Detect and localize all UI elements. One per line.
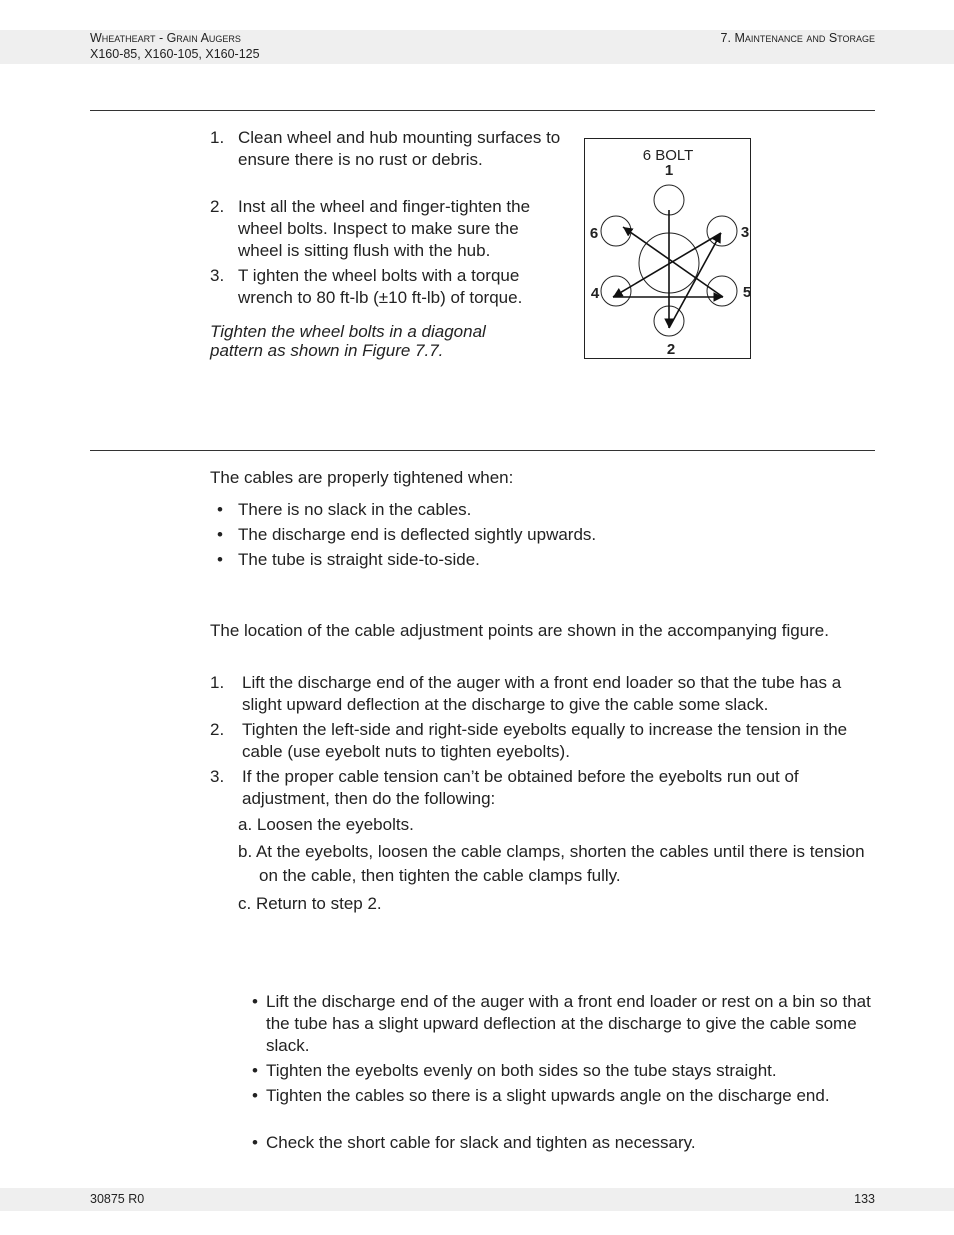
section-divider: [90, 450, 875, 451]
cable-step: [210, 672, 878, 716]
cable-steps: [210, 672, 878, 810]
bullet: •: [217, 500, 223, 519]
bolt-hole-3: [707, 216, 737, 246]
header-section: 7. Maintenance and Storage: [720, 31, 875, 45]
step-text: Tighten the left-side and right-side eyebolts equally to increase the tension in the cable (use eyebolt nuts to tighten eyebolts).: [242, 720, 848, 761]
wheel-steps: [210, 127, 565, 309]
figure-title: 6 BOLT: [642, 147, 694, 164]
bolt-pattern-figure: [584, 138, 751, 359]
list-item-text: Check the short cable for slack and tighten as necessary.: [266, 1133, 696, 1152]
substep: a. Loosen the eyebolts.: [238, 815, 414, 834]
step-number: 2.: [210, 720, 225, 739]
cable-step: [210, 719, 878, 763]
cables-intro: The cables are properly tightened when:: [210, 468, 514, 487]
step-number: 3.: [210, 767, 225, 786]
wheel-step: [210, 265, 565, 309]
substep: c. Return to step 2.: [238, 894, 382, 913]
list-item: [217, 499, 857, 524]
bolt-pattern-diagram: [585, 139, 752, 358]
list-item-text: Lift the discharge end of the auger with a front end loader or rest on a bin so that the tube has a slight upward deflection at the discharge to give the cable some slack.: [266, 992, 871, 1055]
bolt-hole-6: [601, 216, 631, 246]
bullet: •: [252, 992, 258, 1011]
step-text: If the proper cable tension can’t be obtained before the eyebolts run out of adjustment, then do the following:: [242, 767, 799, 808]
bolt-label-3: 3: [740, 224, 750, 241]
step-text: Clean wheel and hub mounting surfaces to ensure there is no rust or debris.: [238, 128, 561, 169]
section-divider: [90, 110, 875, 111]
bullet: •: [252, 1061, 258, 1080]
step-number: 1.: [210, 673, 225, 692]
bolt-label-5: 5: [742, 284, 752, 301]
cable-tips: [252, 991, 876, 1154]
bolt-hole-4: [601, 276, 631, 306]
cable-checklist: [217, 499, 857, 574]
step-text: Lift the discharge end of the auger with a front end loader so that the tube has a slight upward deflection at the discharge to give the cable some slack.: [242, 673, 842, 714]
cables-location: The location of the cable adjustment points are shown in the accompanying figure.: [210, 621, 829, 640]
list-item: [252, 1060, 876, 1082]
list-item-text: Tighten the cables so there is a slight upwards angle on the discharge end.: [266, 1086, 830, 1105]
tightening-arrows: [613, 210, 723, 328]
list-item: [252, 991, 876, 1057]
wheel-step: [210, 196, 565, 265]
list-item-text: The discharge end is deflected sightly upwards.: [238, 525, 597, 544]
bolt-label-4: 4: [590, 285, 600, 302]
step-number: 1.: [210, 128, 225, 147]
bolt-label-1: 1: [664, 162, 674, 179]
wheel-note: Tighten the wheel bolts in a diagonal pattern as shown in Figure 7.7.: [210, 322, 486, 360]
bullet: •: [252, 1133, 258, 1152]
bullet: •: [217, 525, 223, 544]
list-item: [252, 1132, 876, 1154]
step-number: 3.: [210, 266, 225, 285]
list-item: [252, 1085, 876, 1129]
list-item: [217, 524, 857, 549]
document-number: 30875 R0: [90, 1192, 145, 1206]
bolt-label-6: 6: [589, 225, 599, 242]
wheel-step: [210, 127, 565, 193]
header-product: Wheatheart - Grain Augers: [90, 31, 241, 45]
bullet: •: [252, 1086, 258, 1105]
bolt-label-2: 2: [666, 341, 676, 358]
list-item-text: Tighten the eyebolts evenly on both sides so the tube stays straight.: [266, 1061, 777, 1080]
header-models: X160-85, X160-105, X160-125: [90, 47, 260, 61]
step-text: T ighten the wheel bolts with a torque wrench to 80 ft-lb (±10 ft-lb) of torque.: [238, 266, 523, 307]
page-number: 133: [854, 1192, 875, 1206]
bolt-hole-5: [707, 276, 737, 306]
list-item-text: There is no slack in the cables.: [238, 500, 472, 519]
bullet: •: [217, 550, 223, 569]
step-number: 2.: [210, 197, 225, 216]
cable-substeps: [238, 813, 878, 916]
list-item-text: The tube is straight side-to-side.: [238, 550, 480, 569]
substep: b. At the eyebolts, loosen the cable clamps, shorten the cables until there is tension on the cable, then tighten the cable clamps fully.: [238, 842, 865, 885]
cable-step: [210, 766, 878, 810]
step-text: Inst all the wheel and finger-tighten the wheel bolts. Inspect to make sure the wheel is sitting flush with the hub.: [238, 197, 531, 260]
list-item: [217, 549, 857, 574]
